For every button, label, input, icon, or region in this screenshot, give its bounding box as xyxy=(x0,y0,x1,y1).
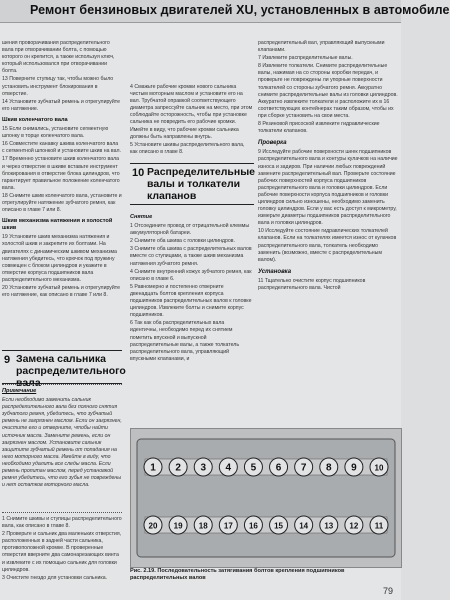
paragraph: 5 Равномерно и постепенно отверните двенадцать болтов крепления корпуса подшипников распределительных валов к головке цилиндров. Извлеките болты и снимите корпус подшипников. xyxy=(130,283,252,319)
column-2-top xyxy=(130,84,253,157)
bolt-number-label: 10 xyxy=(374,463,384,473)
section-9-heading xyxy=(2,350,126,389)
paragraph: распределительный вал, управляющий выпускными клапанами. xyxy=(258,40,385,54)
paragraph: 7 Извлеките распределительные валы. xyxy=(258,55,353,62)
camshaft-bearing-housing-figure xyxy=(130,428,402,568)
bolt-number-label: 8 xyxy=(325,462,332,474)
bolt-number-label: 18 xyxy=(198,521,208,531)
bolt-number-label: 3 xyxy=(200,462,207,474)
housing-outline xyxy=(137,439,395,557)
paragraph: шения проворачивания распределительного вала при отворачивании болта, с помощью которого он крепится, а также используя ключ, который использовался при отворачивании болта. xyxy=(2,40,115,75)
paragraph: 17 Временно установите шкив коленчатого вала и через отверстие в шкиве вставьте инструмент блокирования в отверстие блока цилиндров, что гарантирует правильное положение коленчатого вала. xyxy=(2,156,120,191)
paragraph: 20 Установите зубчатый ремень и отрегулируйте его натяжение, как описано в главе 7 или 8. xyxy=(2,285,120,299)
paragraph: 4 Смажьте рабочие кромки нового сальника чистым моторным маслом и установите его на вал. Трубчатой оправкой соответствующего диаметра запрессуйте сальник на место, при этом соблюдайте осторожность, чтобы при установке сальника не повредить его рабочие кромки. Имейте в виду, что рабочие кромки сальника должны быть направлены внутрь. xyxy=(130,84,253,140)
bolt-number-label: 14 xyxy=(299,521,309,531)
bolt-number-label: 9 xyxy=(351,462,357,474)
bolt-number-label: 12 xyxy=(349,521,359,531)
figure-illustration xyxy=(131,429,401,567)
paragraph: 3 Очистите гнездо для установки сальника. xyxy=(2,574,108,581)
bolt-number-label: 7 xyxy=(300,462,307,474)
bolt-number-label: 11 xyxy=(374,521,384,531)
subheading: Снятие xyxy=(130,214,153,220)
figure-caption: Рис. 2.19. Последовательность затягивания болтов крепления подшипников распределительных валов xyxy=(130,568,345,581)
paragraph: 8 Резиновой присоской извлеките гидравлические толкатели клапанов. xyxy=(258,121,380,135)
subheading: Проверка xyxy=(258,140,287,147)
column-2-body xyxy=(130,210,253,364)
paragraph: 15 Если снимались, установите сегментную шпонку в торце коленчатого вала. xyxy=(2,126,109,140)
page-number: 79 xyxy=(382,586,393,596)
subheading: Шкив механизма натяжения и холостой шкив xyxy=(2,218,113,232)
subheading: Шкив коленчатого вала xyxy=(2,116,68,123)
paragraph: 10 Исследуйте состояние гидравлических толкателей клапанов. Если на толкателях имеется износ от кулачков распределительного вала, толкатель необходимо заменить (возможно, вместе с распределительным валом). xyxy=(258,228,397,263)
bolt-number-label: 5 xyxy=(250,462,257,474)
paragraph: 18 Снимите шкив коленчатого вала, установите и отрегулируйте натяжение зубчатого ремня, как описано в главе 7 или 8. xyxy=(2,192,122,214)
divider xyxy=(2,512,122,513)
paragraph: 14 Установите зубчатый ремень и отрегулируйте его натяжение. xyxy=(2,98,120,112)
bolt-number-label: 2 xyxy=(175,462,181,474)
section-title: Замена сальника распределительного вала xyxy=(16,353,126,389)
paragraph: 2 Снимите оба шкива с головки цилиндров. xyxy=(130,238,235,245)
column-1 xyxy=(2,40,122,300)
paragraph: 9 Исследуйте рабочие поверхности шеек подшипников распределительного вала и контуры кулачков на наличие износа и задиров. При наличии любых повреждений замените распределительный вал. Проверьте состояние рабочих поверхностей корпуса подшипников распределительного вала и головки цилиндров. Если рабочие поверхности корпуса подшипников и головки цилиндров сильно изношены, необходимо заменить головку цилиндров. Если у вас есть доступ к микрометру, измерьте диаметры подшипников распределительного вала и головки цилиндров. xyxy=(258,149,398,227)
bolt-number-label: 19 xyxy=(173,521,183,531)
section-number: 10 xyxy=(132,167,145,179)
note-label: Примечание xyxy=(2,388,37,394)
bolt-number-label: 6 xyxy=(275,462,282,474)
divider xyxy=(2,384,122,385)
paragraph: 13 Поверните ступицу так, чтобы можно было установить инструмент блокирования в отверстие. xyxy=(2,76,114,97)
paragraph: 1 Отсоедините провод от отрицательной клеммы аккумуляторной батареи. xyxy=(130,223,250,237)
paragraph: 5 Установите шкивы распределительного вала, как описано в главе 8. xyxy=(130,141,245,155)
section-10-heading xyxy=(130,163,254,205)
bolt-number-label: 20 xyxy=(148,521,158,531)
paragraph: 19 Установите шкив механизма натяжения и холостой шкив и закрепите их болтами. На двигателях с динамическим шкивом механизма натяжения убедитесь, что крючок под пружину совмещен с блоком цилиндров и укажите в отверстие корпуса подшипников вала распределительного механизма. xyxy=(2,234,117,283)
paragraph: 4 Снимите внутренний кожух зубчатого ремня, как описано в главе 6. xyxy=(130,268,252,282)
section-9-steps xyxy=(2,516,122,583)
paragraph: 2 Проверьте и сальник два маленьких отверстия, расположенных в задней части сальника, противоположной кромке. В проверенные отверстия вверните два самонарезающих винта и извлеките с их помощью сальник для головки цилиндров. xyxy=(2,531,122,573)
note-box xyxy=(2,388,122,489)
paragraph: 1 Снимите шкивы и ступицы распределительного вала, как описано в главе 8. xyxy=(2,516,122,530)
column-3 xyxy=(258,40,400,293)
paragraph: 8 Извлеките толкатели. Снимите распределительные валы, нажимая на со стороны коробки передач, и проверьте не повреждены ли упорные поверхности толкателей со стороны зубчатого ремня. Аккуратно снимите распределительные валы из головки цилиндров. Аккуратно извлеките толкатели и расположите их в 16 соответствующих контейнерах таким образом, чтобы их при сборке установить на свои места. xyxy=(258,63,398,119)
bolt-number-label: 15 xyxy=(274,521,284,531)
section-title: Распределительные валы и толкатели клапанов xyxy=(147,166,256,202)
subheading: Установка xyxy=(258,268,292,275)
paragraph: 6 Так как оба распределительных вала идентичны, необходимо перед их снятием пометить впускной и выпускной распределительные валы, а также толкатель распределительного вала, управляющий впускными клапанами, и xyxy=(130,320,240,362)
note-text: Если необходимо заменить сальник распределительного вала без полного снятия зубчатого ремня, убедитесь, что зубчатый ремень не загрязнен маслом. Если он загрязнен, очистите его и отверните, чтобы найти источник масла. Замените ремень, если он загрязнен маслом. Установите сальник защитите зубчатый ремень от попадания на него моторного масла. Имейте в виду, что необходимо удалить все следы масла. Если ремень пропитан маслом, перед установкой ремня убедитесь, что его зубья не повреждены и нет остатков моторного масла. xyxy=(2,397,122,489)
bolt-number-label: 1 xyxy=(150,462,156,474)
paragraph: 11 Тщательно очистите корпус подшипников распределительного вала. Чистой xyxy=(258,277,366,291)
paragraph: 16 Совместите канавку шкива коленчатого вала с сегментной шпонкой и установите шкив на вал. xyxy=(2,141,121,155)
page-title: Ремонт бензиновых двигателей XU, установленных в автомобиле xyxy=(30,3,450,17)
bolt-number-label: 16 xyxy=(248,521,258,531)
bolt-number-label: 13 xyxy=(324,521,334,531)
paragraph: 3 Снимите оба шкива с распределительных валов вместе со ступицами, а также шкив механизма натяжения зубчатого ремня. xyxy=(130,246,252,267)
section-number: 9 xyxy=(4,354,11,366)
page-header xyxy=(0,0,450,23)
bolt-number-label: 17 xyxy=(223,521,233,531)
bolt-number-label: 4 xyxy=(225,462,232,474)
